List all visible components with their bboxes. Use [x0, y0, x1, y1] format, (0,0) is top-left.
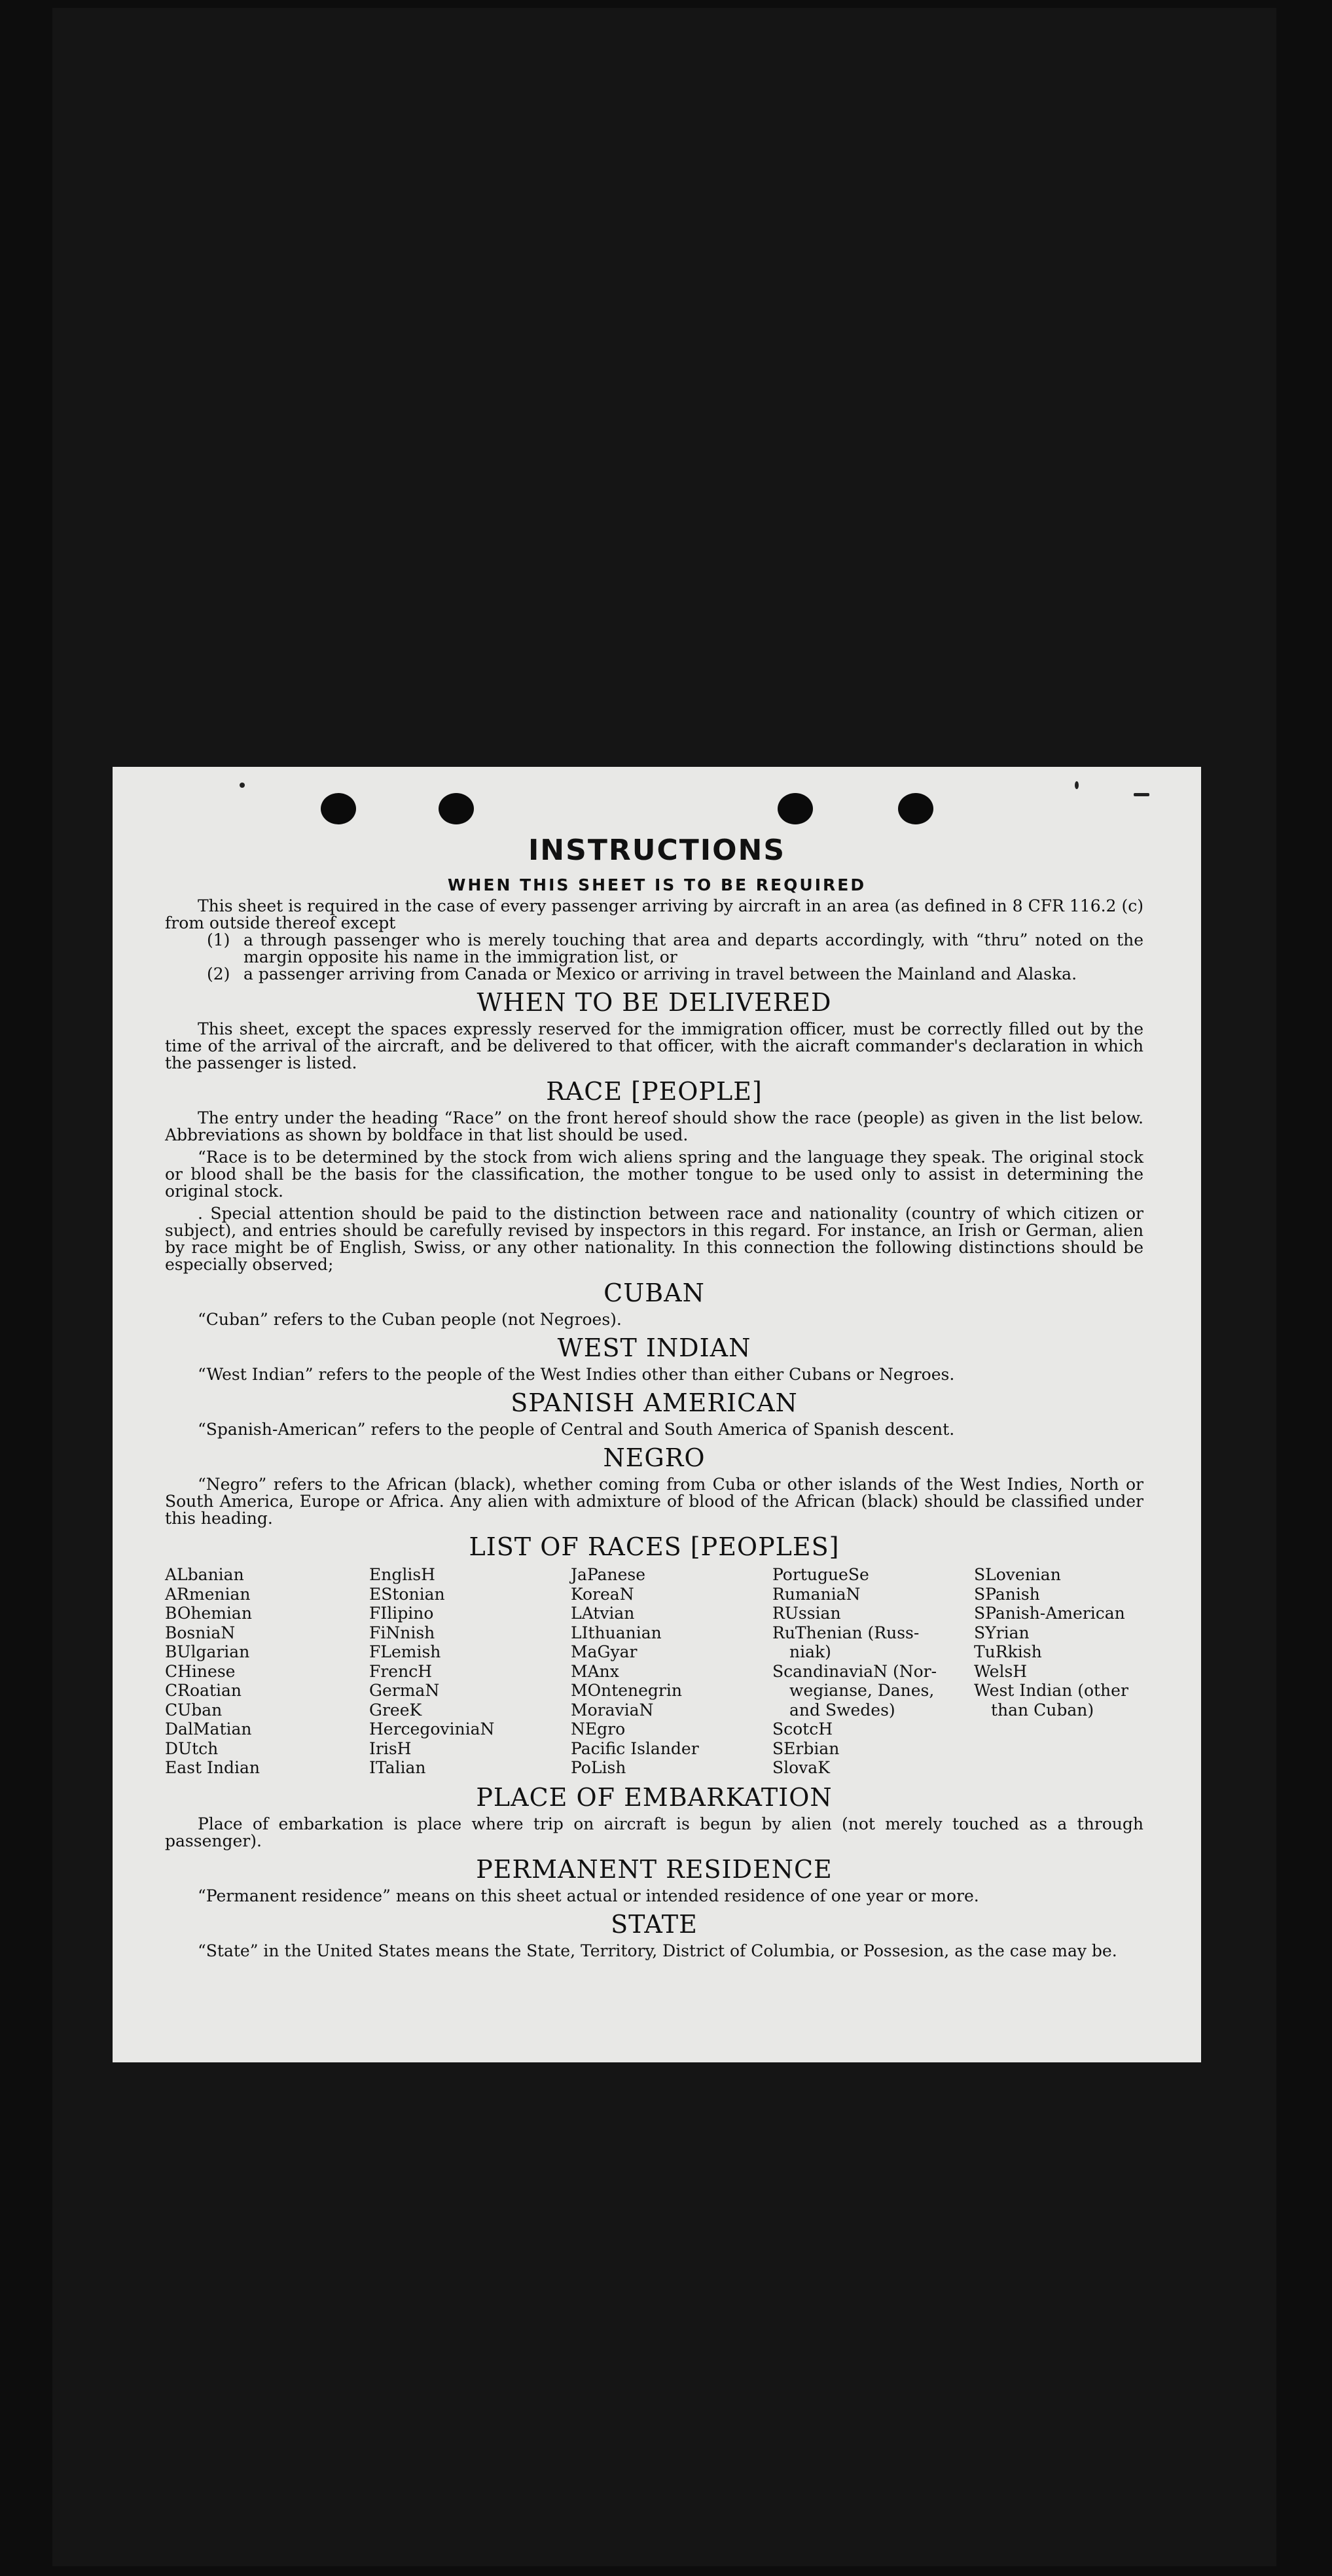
exception-text: a through passenger who is merely touching that area and departs accordingly, with “thru” noted on the margin opposite his name in the immigration list, or	[243, 930, 1143, 966]
race-entry: niak)	[789, 1642, 831, 1661]
required-intro: This sheet is required in the case of every passenger arriving by aircraft in an area (as defined in 8 CFR 116.2 (c) from outside thereof except	[165, 896, 1143, 932]
section-heading-embarkation: PLACE OF EMBARKATION	[476, 1782, 833, 1812]
race-entry: ALbanian	[165, 1565, 244, 1584]
race-entry: CUban	[165, 1700, 223, 1720]
section-heading-cuban: CUBAN	[603, 1279, 705, 1307]
race-paragraph: The entry under the heading “Race” on the front hereof should show the race (people) as given in the list below. Abbreviations as shown by boldface in that list should be used.	[165, 1108, 1143, 1144]
race-entry: JaPanese	[571, 1565, 646, 1584]
punch-hole	[778, 793, 813, 824]
exception-text: a passenger arriving from Canada or Mexico or arriving in travel between the Mainland and Alaska.	[243, 964, 1077, 983]
scan-speck	[240, 783, 245, 788]
races-column	[369, 1565, 571, 1778]
exception-item	[165, 932, 1143, 966]
race-entry: West Indian (other	[974, 1681, 1128, 1700]
race-entry: FLemish	[369, 1642, 441, 1661]
race-entry: ScotcH	[772, 1720, 833, 1738]
instructions-body	[165, 898, 1143, 1960]
race-entry: FIlipino	[369, 1604, 434, 1623]
race-paragraph: “Race is to be determined by the stock from wich aliens spring and the language they speak. The original stock or blood shall be the basis for the classification, the mother tongue to be used only to assist in determining the original stock.	[165, 1148, 1143, 1201]
page-title: INSTRUCTIONS	[528, 834, 786, 867]
race-entry: EStonian	[369, 1584, 445, 1604]
race-entry: WelsH	[974, 1661, 1028, 1681]
cuban-text: “Cuban” refers to the Cuban people (not Negroes).	[198, 1310, 622, 1329]
race-entry: ARmenian	[165, 1584, 251, 1604]
section-heading-race: RACE [PEOPLE]	[546, 1077, 763, 1106]
punch-hole	[439, 793, 474, 824]
race-entry: BUlgarian	[165, 1642, 250, 1661]
race-entry: Pacific Islander	[571, 1738, 699, 1758]
race-entry: BosniaN	[165, 1623, 236, 1642]
race-entry: CHinese	[165, 1661, 236, 1681]
race-entry: IrisH	[369, 1738, 412, 1758]
race-entry: LIthuanian	[571, 1623, 662, 1642]
race-entry: CRoatian	[165, 1681, 242, 1700]
scan-speck	[1134, 793, 1149, 796]
race-entry: SYrian	[974, 1623, 1030, 1642]
race-entry: RuThenian (Russ-	[772, 1623, 920, 1642]
race-entry: ITalian	[369, 1758, 426, 1777]
race-entry: SLovenian	[974, 1565, 1061, 1584]
races-column	[772, 1565, 974, 1778]
delivered-text: This sheet, except the spaces expressly reserved for the immigration officer, must be correctly filled out by the time of the arrival of the aircraft, and be delivered to that officer, with the aicraft commander's declaration in which the passenger is listed.	[165, 1019, 1143, 1072]
spanish-american-text: “Spanish-American” refers to the people of Central and South America of Spanish descent.	[198, 1420, 955, 1439]
race-entry: PortugueSe	[772, 1565, 869, 1584]
race-entry: PoLish	[571, 1758, 626, 1777]
race-entry: SPanish-American	[974, 1604, 1125, 1623]
race-entry: MaGyar	[571, 1642, 638, 1661]
section-heading-residence: PERMANENT RESIDENCE	[476, 1854, 833, 1884]
race-entry: EnglisH	[369, 1565, 435, 1584]
state-text: “State” in the United States means the State, Territory, District of Columbia, or Possesion, as the case may be.	[198, 1941, 1117, 1960]
section-heading-state: STATE	[611, 1909, 698, 1939]
race-entry: MoraviaN	[571, 1700, 654, 1720]
race-paragraph: . Special attention should be paid to the distinction between race and nationality (country of which citizen or subject), and entries should be carefully revised by inspectors in this regard. For instance, an Irish or German, alien by race might be of English, Swiss, or any other nationality. In this connection the following distinctions should be especially observed;	[165, 1204, 1143, 1274]
exception-item	[165, 966, 1143, 983]
race-entry: TuRkish	[974, 1642, 1042, 1661]
page-subtitle: WHEN THIS SHEET IS TO BE REQUIRED	[447, 875, 867, 894]
race-entry: GermaN	[369, 1681, 440, 1700]
race-entry: KoreaN	[571, 1584, 634, 1604]
race-entry: wegianse, Danes,	[789, 1681, 935, 1700]
race-entry: RumaniaN	[772, 1584, 861, 1604]
races-column	[974, 1565, 1144, 1778]
section-heading-west-indian: WEST INDIAN	[557, 1333, 751, 1362]
race-entry: and Swedes)	[789, 1700, 895, 1720]
west-indian-text: “West Indian” refers to the people of the West Indies other than either Cubans or Negroes.	[198, 1365, 955, 1384]
negro-text: “Negro” refers to the African (black), whether coming from Cuba or other islands of the West Indies, North or South America, Europe or Africa. Any alien with admixture of blood of the African (black) should be classified under this heading.	[165, 1475, 1143, 1528]
race-entry: NEgro	[571, 1720, 626, 1738]
race-entry: ScandinaviaN (Nor-	[772, 1661, 937, 1681]
punch-hole	[898, 793, 933, 824]
exception-number: (2)	[207, 964, 230, 983]
scan-speck	[1075, 781, 1079, 789]
race-entry: East Indian	[165, 1758, 260, 1777]
race-entry: LAtvian	[571, 1604, 635, 1623]
race-entry: than Cuban)	[991, 1700, 1094, 1720]
race-entry: DalMatian	[165, 1720, 252, 1738]
races-list	[165, 1565, 1143, 1778]
embarkation-text: Place of embarkation is place where trip on aircraft is begun by alien (not merely touched as a through passenger).	[165, 1814, 1143, 1850]
race-entry: RUssian	[772, 1604, 841, 1623]
punch-hole	[321, 793, 356, 824]
race-entry: MOntenegrin	[571, 1681, 682, 1700]
race-entry: MAnx	[571, 1661, 619, 1681]
race-entry: BOhemian	[165, 1604, 252, 1623]
section-heading-races-list: LIST OF RACES [PEOPLES]	[469, 1532, 840, 1561]
section-heading-spanish-american: SPANISH AMERICAN	[511, 1388, 798, 1417]
race-entry: SlovaK	[772, 1758, 830, 1777]
race-entry: SPanish	[974, 1584, 1040, 1604]
race-entry: HercegoviniaN	[369, 1720, 495, 1738]
race-entry: GreeK	[369, 1700, 422, 1720]
races-column	[571, 1565, 772, 1778]
instruction-sheet	[113, 767, 1201, 2062]
section-heading-negro: NEGRO	[603, 1443, 706, 1472]
residence-text: “Permanent residence” means on this sheet actual or intended residence of one year or more.	[198, 1886, 979, 1905]
race-entry: FiNnish	[369, 1623, 435, 1642]
race-entry: DUtch	[165, 1738, 219, 1758]
exception-number: (1)	[207, 930, 230, 949]
section-heading-delivered: WHEN TO BE DELIVERED	[477, 988, 832, 1017]
race-entry: SErbian	[772, 1738, 840, 1758]
race-entry: FrencH	[369, 1661, 432, 1681]
races-column	[165, 1565, 369, 1778]
